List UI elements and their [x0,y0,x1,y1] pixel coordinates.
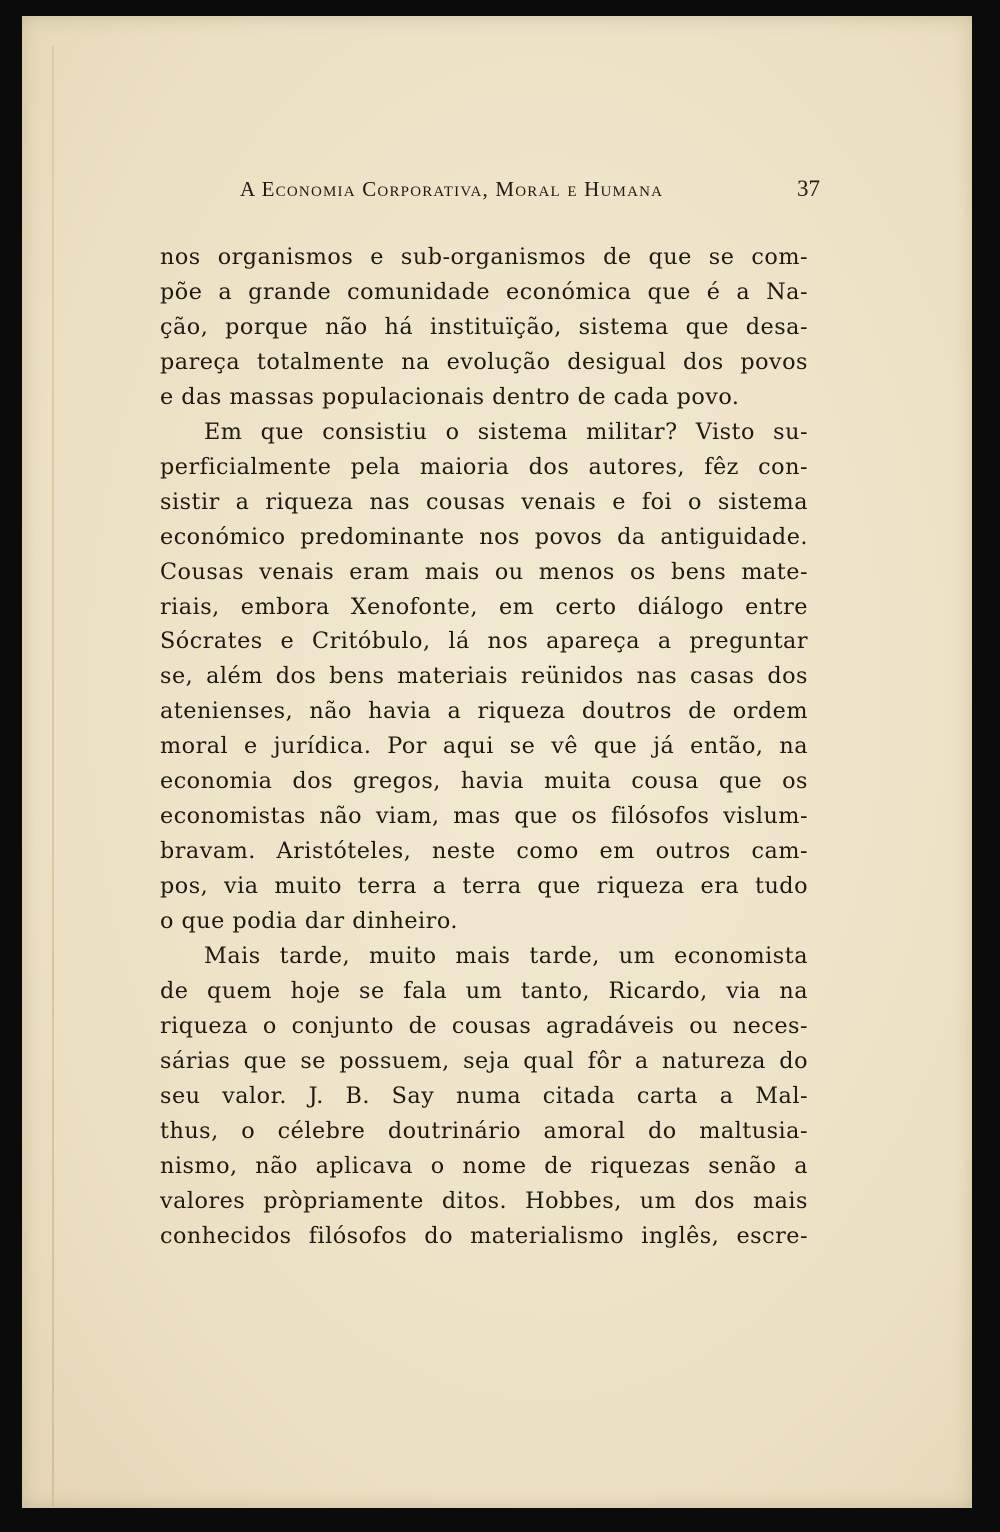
text-line: perficialmente pela maioria dos autores, fêz con- [160,453,808,480]
text-line: sistir a riqueza nas cousas venais e foi o sistema [160,488,808,515]
text-line: Cousas venais eram mais ou menos os bens mate- [160,558,808,585]
text-line-paragraph-start: Em que consistiu o sistema militar? Visto su- [204,418,808,445]
text-line: riais, embora Xenofonte, em certo diálogo entre [160,593,808,620]
text-line: põe a grande comunidade económica que é a Na- [160,278,808,305]
text-line: economistas não viam, mas que os filósofos vislum- [160,803,808,830]
text-line: Sócrates e Critóbulo, lá nos apareça a preguntar [160,628,808,655]
text-line: bravam. Aristóteles, neste como em outros cam- [160,838,808,865]
running-head [240,176,820,202]
page-gutter-edge [52,46,54,1506]
text-line: pareça totalmente na evolução desigual dos povos [160,348,808,375]
text-line: conhecidos filósofos do materialismo inglês, escre- [160,1222,808,1249]
text-line: riqueza o conjunto de cousas agradáveis ou neces- [160,1012,808,1039]
text-line: valores pròpriamente ditos. Hobbes, um dos mais [160,1187,808,1214]
text-line: pos, via muito terra a terra que riqueza era tudo [160,873,808,900]
text-line: ção, porque não há instituïção, sistema que desa- [160,313,808,340]
text-line: e das massas populacionais dentro de cada povo. [160,383,740,410]
text-line-paragraph-start: Mais tarde, muito mais tarde, um economista [204,943,808,970]
text-line: thus, o célebre doutrinário amoral do maltusia- [160,1117,808,1144]
text-line: moral e jurídica. Por aqui se vê que já então, na [160,733,808,760]
text-line: atenienses, não havia a riqueza doutros de ordem [160,698,808,725]
text-line: de quem hoje se fala um tanto, Ricardo, via na [160,978,808,1005]
text-line: nismo, não aplicava o nome de riquezas senão a [160,1152,808,1179]
running-title: A Economia Corporativa, Moral e Humana [240,177,664,201]
text-line: económico predominante nos povos da antiguidade. [160,523,808,550]
text-line: economia dos gregos, havia muita cousa que os [160,768,808,795]
page-number: 37 [797,176,820,201]
body-text [160,240,808,1254]
text-line: se, além dos bens materiais reünidos nas casas dos [160,663,808,690]
text-line: seu valor. J. B. Say numa citada carta a Mal- [160,1082,808,1109]
text-line: sárias que se possuem, seja qual fôr a natureza do [160,1047,808,1074]
text-line: o que podia dar dinheiro. [160,908,458,935]
text-line: nos organismos e sub-organismos de que se com- [160,244,808,270]
